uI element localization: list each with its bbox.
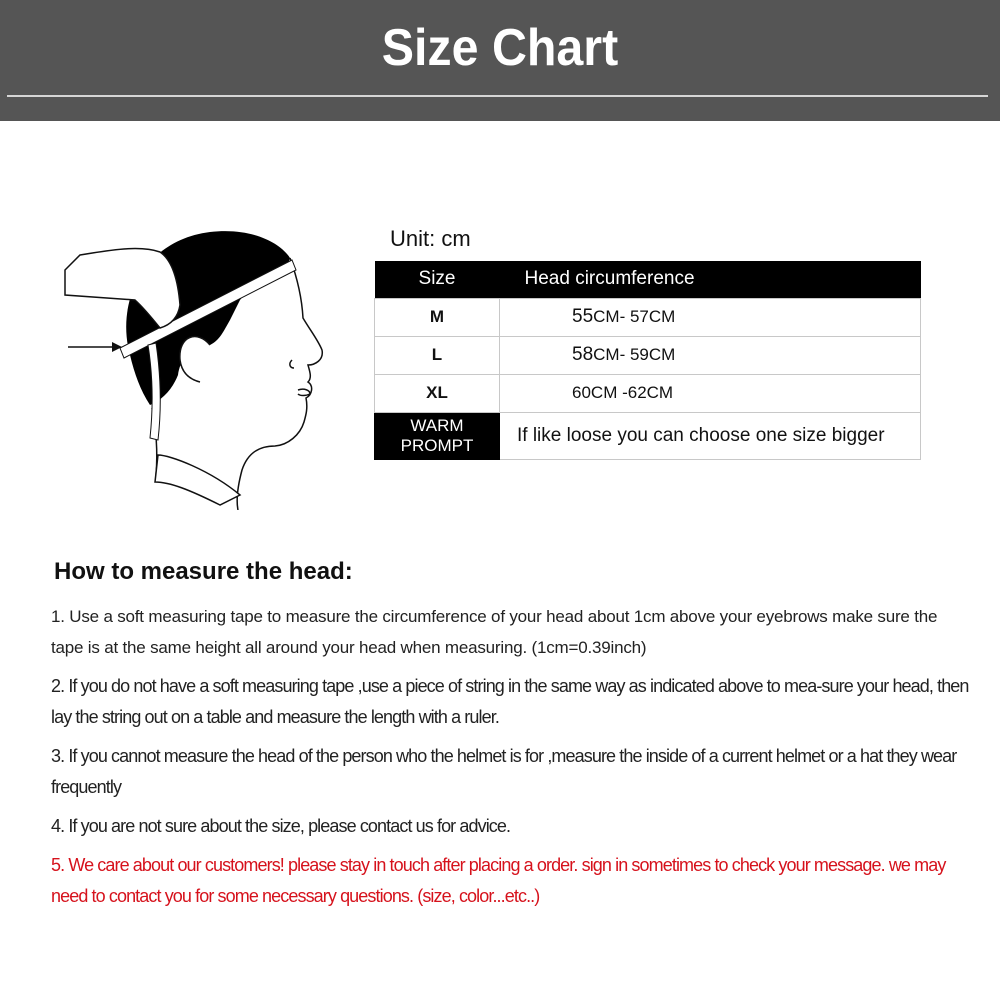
range-rest: CM -62CM bbox=[590, 383, 674, 402]
warm-prompt-label-line1: WARM bbox=[410, 415, 464, 435]
arrow-icon bbox=[68, 342, 122, 352]
page-header bbox=[0, 0, 1000, 121]
range-rest: CM- 57CM bbox=[593, 307, 676, 326]
step-3: 3. If you cannot measure the head of the person who the helmet is for ,measure the inside of a current helmet or a hat they wear frequently bbox=[51, 746, 957, 797]
size-cell: L bbox=[375, 336, 500, 374]
howto-heading: How to measure the head: bbox=[54, 558, 353, 585]
table-row bbox=[375, 336, 921, 374]
header-divider bbox=[7, 95, 988, 97]
table-row bbox=[375, 374, 921, 412]
hand-icon bbox=[65, 249, 180, 328]
size-cell: M bbox=[375, 298, 500, 336]
warm-prompt-text: If like loose you can choose one size bigger bbox=[500, 412, 921, 459]
warm-prompt-row bbox=[375, 412, 921, 459]
measurement-steps bbox=[51, 601, 971, 920]
table-row bbox=[375, 298, 921, 336]
size-cell: XL bbox=[375, 374, 500, 412]
column-header-size: Size bbox=[375, 261, 500, 298]
column-header-head-circumference: Head circumference bbox=[500, 261, 921, 298]
warm-prompt-label bbox=[375, 412, 500, 459]
range-start: 60 bbox=[572, 383, 591, 402]
warm-prompt-label-line2: PROMPT bbox=[400, 435, 474, 455]
step-5-customer-notice: 5. We care about our customers! please stay in touch after placing a order. sign in sometimes to check your message. we may need to contact you for some necessary questions. (size, color...etc..) bbox=[51, 855, 946, 906]
head-measurement-illustration bbox=[60, 200, 350, 510]
circumference-cell bbox=[500, 336, 921, 374]
unit-label: Unit: cm bbox=[390, 226, 471, 251]
circumference-cell bbox=[500, 374, 921, 412]
range-start: 55 bbox=[572, 306, 594, 327]
page-title: Size Chart bbox=[381, 19, 619, 77]
table-header-row bbox=[375, 261, 921, 298]
circumference-cell bbox=[500, 298, 921, 336]
step-2: 2. If you do not have a soft measuring tape ,use a piece of string in the same way as indicated above to mea-sure your head, then lay the string out on a table and measure the length with a ruler. bbox=[51, 676, 969, 727]
range-rest: CM- 59CM bbox=[593, 345, 676, 364]
step-1: 1. Use a soft measuring tape to measure the circumference of your head about 1cm above your eyebrows make sure the tape is at the same height all around your head when measuring. (1cm=0.39inch) bbox=[51, 607, 938, 657]
size-chart-table bbox=[374, 261, 921, 460]
range-start: 58 bbox=[572, 344, 594, 365]
step-4: 4. If you are not sure about the size, please contact us for advice. bbox=[51, 816, 511, 836]
